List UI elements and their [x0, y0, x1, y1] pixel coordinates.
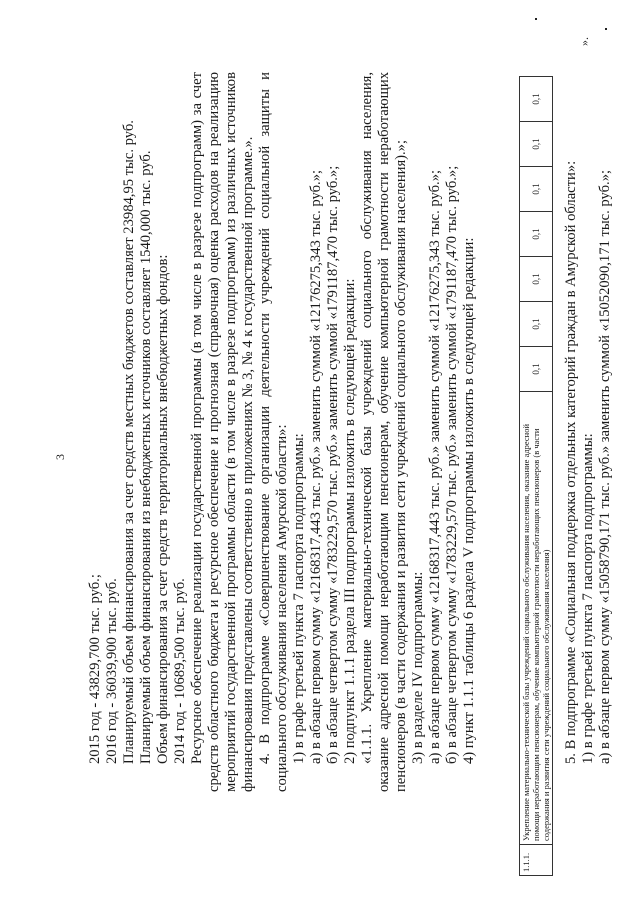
table-cell-description: Укрепление материально-технической базы учреждений социального обслуживания населения, оказание адресной помощи неработающим пенсионерам, обучение компьютерной грамотности неработающих пенсионеров (в части содержания и развития сети учреждений социального обслуживания населения) — [520, 392, 553, 845]
paragraph: б) в абзаце четвертом сумму «1783229,570 тыс. руб.» заменить суммой «1791187,470 тыс. руб.»; — [444, 165, 460, 764]
paragraph: 1) в графе третьей пункта 7 паспорта подпрограммы: — [291, 433, 307, 764]
document-body — [87, 72, 478, 792]
table-cell-value: 0,1 — [520, 257, 553, 302]
table-cell-value: 0,1 — [520, 302, 553, 347]
paragraph: 2016 год - 36039,900 тыс. руб. — [104, 578, 120, 764]
paragraph: Объем финансирования за счет средств территориальных внебюджетных фондов: — [155, 254, 171, 764]
paragraph: Планируемый объем финансирования из внебюджетных источников составляет 1540,000 тыс. руб. — [138, 150, 154, 764]
document-body-continued — [563, 72, 614, 792]
table-cell-value: 0,1 — [520, 122, 553, 167]
table-cell-value: 0,1 — [520, 212, 553, 257]
paragraph: а) в абзаце первом сумму «15058790,171 тыс. руб.» заменить суммой «15052090,171 тыс. руб.»; — [597, 169, 613, 764]
scan-speck — [535, 18, 537, 20]
document-page — [15, 12, 625, 882]
table-cell-number: 1.1.1. — [520, 845, 553, 876]
table-closing-quote: ». — [577, 37, 591, 46]
paragraph: 5. В подпрограмме «Социальная поддержка отдельных категорий граждан в Амурской области»: — [563, 160, 579, 764]
table-cell-value: 0,1 — [520, 347, 553, 392]
paragraph: 2014 год - 10689,500 тыс. руб. — [172, 578, 188, 764]
paragraph: а) в абзаце первом сумму «12168317,443 тыс. руб.» заменить суммой «12176275,343 тыс. руб.»; — [308, 169, 324, 764]
paragraph: 4) пункт 1.1.1 таблицы 6 раздела V подпрограммы изложить в следующей редакции: — [461, 237, 477, 764]
paragraph: 1) в графе третьей пункта 7 паспорта подпрограммы: — [580, 433, 596, 764]
paragraph: 2) подпункт 1.1.1 раздела III подпрограммы изложить в следующей редакции: — [342, 278, 358, 764]
paragraph: Планируемый объем финансирования за счет средств местных бюджетов составляет 23984,95 тыс. руб. — [121, 120, 137, 764]
scan-speck — [605, 28, 607, 30]
paragraph: 3) в разделе IV подпрограммы: — [410, 571, 426, 764]
paragraph: «1.1.1. Укрепление материально-технической базы учреждений социального обслуживания населения, оказание адресной помощи неработающим пенсионерам, обучение компьютерной грамотности неработающих пенсионеров (в части содержания и развития сети учреждений социального обслуживания населения).»; — [359, 72, 409, 792]
paragraph: а) в абзаце первом сумму «12168317,443 тыс. руб.» заменить суммой «12176275,343 тыс. руб.»; — [427, 169, 443, 764]
subprogram-table — [519, 76, 553, 876]
table-cell-value: 0,1 — [520, 167, 553, 212]
paragraph: 2015 год - 43829,700 тыс. руб.; — [87, 574, 103, 764]
table-cell-value: 0,1 — [520, 77, 553, 122]
paragraph: 4. В подпрограмме «Совершенствование организации деятельности учреждений социальной защиты и социального обслуживания населения Амурской области»: — [257, 72, 290, 792]
paragraph: б) в абзаце четвертом сумму «1783229,570 тыс. руб.» заменить суммой «1791187,470 тыс. руб.»; — [325, 165, 341, 764]
paragraph: Ресурсное обеспечение реализации государственной программы (в том числе в разрезе подпрограмм) за счет средств областного бюджета и ресурсное обеспечение и прогнозная (справочная) оценка расходов на реализацию мероприятий государственной программы области (в том числе в разрезе подпрограмм) из различных источников финансирования представлены соответственно в приложениях № 3, № 4 к государственной программе.». — [189, 72, 256, 792]
page-number: 3 — [53, 454, 67, 460]
table-row — [520, 77, 553, 876]
